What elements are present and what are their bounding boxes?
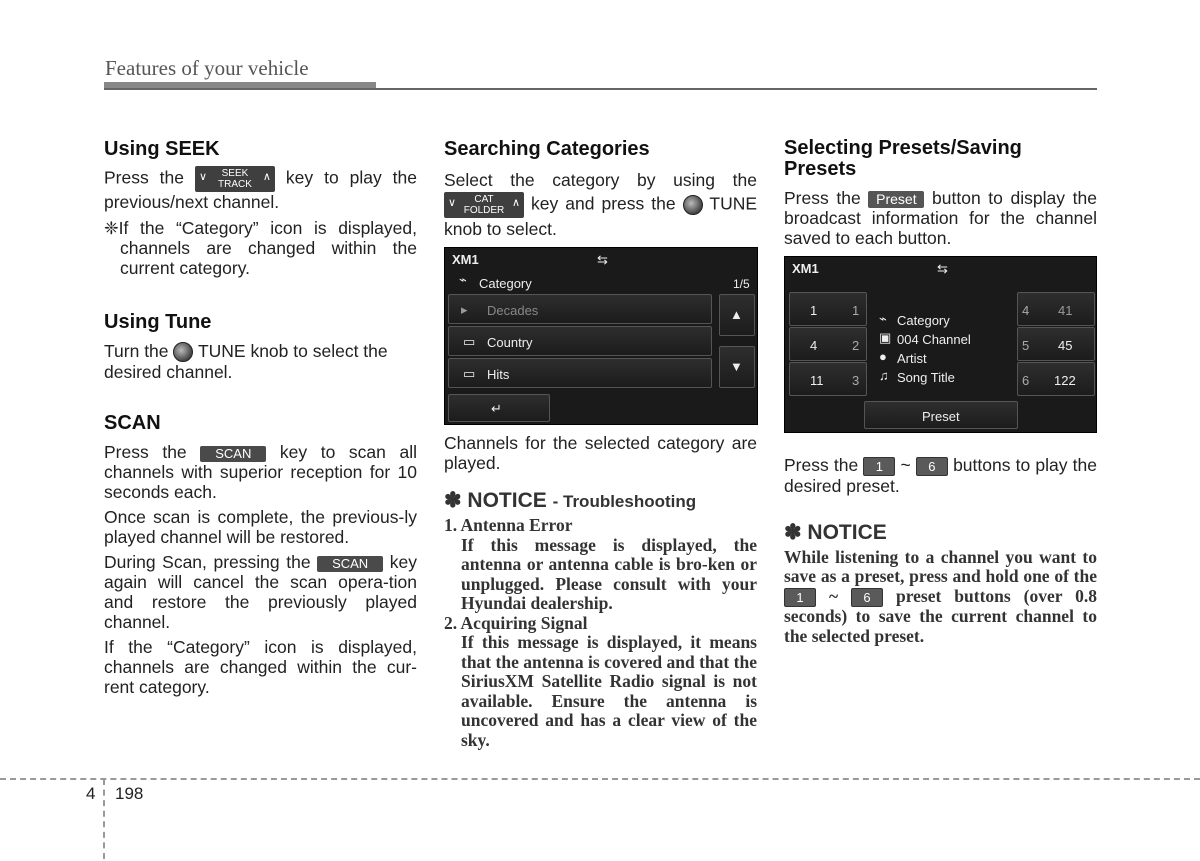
preset-number: 1 [852,303,860,318]
heading-searching-categories: Searching Categories [444,138,650,160]
footer-rule [0,778,1200,780]
cat-key-label: CAT [474,194,494,205]
scan-paragraph-4: If the “Category” icon is displayed, channels are changed within the cur-rent category. [104,637,417,698]
antenna-error-title: 1. Antenna Error [444,515,573,535]
category-screen [444,247,758,425]
preset-channel: 4 [810,338,818,353]
scan-text-post: key to scan all channels with superior reception for 10 seconds each. [104,442,417,503]
play-text-pre: Press the [784,455,859,475]
preset-key-1: 1 [784,588,816,607]
scan-key-2: SCAN [317,556,383,572]
folder-icon: ▭ [463,366,476,381]
play-text-post: buttons to play the desired preset. [784,455,1097,496]
tune-text-post: TUNE knob to select the desired channel. [104,341,388,383]
category-paragraph [444,169,757,241]
chevron-up-icon: ∧ [511,197,520,209]
preset-button-right-4[interactable] [1017,292,1095,326]
column-1 [104,138,417,697]
notice-text-pre: While listening to a channel you want to save as a preset, press and hold one of the [784,546,1097,587]
preset-button-right-6[interactable] [1017,362,1095,396]
info-artist: Artist [897,351,927,366]
triangle-up-icon: ▲ [730,307,743,322]
cat-text-mid: key and press the [531,193,676,214]
notice-text-post: preset buttons (over 0.8 seconds) to save the current channel to the selected preset. [784,585,1098,646]
heading-using-seek: Using SEEK [104,138,220,160]
preset-channel: 45 [1058,338,1073,353]
info-song-title: Song Title [897,370,955,385]
category-title: Category [479,276,532,291]
page-number: 198 [115,784,144,803]
preset-channel: 1 [810,303,818,318]
chevron-up-icon: ∧ [262,171,271,183]
seek-note: ❈If the “Category” icon is displayed, channels are changed within the current category. [104,218,417,278]
radio-icon: ▣ [879,330,892,345]
tilde: ~ [900,455,911,475]
scan-text-pre: Press the [104,442,187,463]
column-3 [784,138,1097,646]
footer-divider [103,779,105,859]
running-header: Features of your vehicle [105,56,309,80]
acquiring-signal-title: 2. Acquiring Signal [444,612,588,633]
scan-paragraph-1 [104,442,417,502]
preset-channel: 41 [1058,303,1073,318]
list-item-hits[interactable] [448,358,712,388]
cat-folder-key [444,192,524,218]
back-arrow-icon: ↵ [491,401,502,416]
tune-text-pre: Turn the [104,341,169,361]
music-note-icon: ♫ [879,368,889,383]
preset-button-left-2[interactable] [789,327,867,361]
preset-button-left-3[interactable] [789,362,867,396]
scan3-text-pre: During Scan, pressing the [104,552,311,573]
scan-key: SCAN [200,446,266,462]
preset-screen [784,256,1097,433]
preset-save-button[interactable] [864,401,1018,429]
chevron-down-icon: ∨ [198,171,208,183]
preset-text-pre: Press the [784,188,861,208]
chapter-number: 4 [86,784,96,803]
track-key-label: TRACK [218,179,252,190]
seek-key-label: SEEK [221,168,249,179]
seek-text-pre: Press the [104,167,184,188]
preset-key-6: 6 [851,588,883,607]
preset-paragraph [784,188,1097,248]
preset-channel: 11 [810,373,824,388]
satellite-icon: ⌁ [459,272,467,287]
scan3-text-post: key again will cancel the scan opera-tion and restore the previously played channel. [104,552,417,633]
folder-key-label: FOLDER [463,205,505,216]
info-category: Category [897,313,950,328]
notice-subtitle: - Troubleshooting [552,492,697,511]
preset-key-1: 1 [863,457,895,476]
seek-text-post: key to play the previous/next channel. [104,167,417,212]
preset-number: 6 [1022,373,1030,388]
list-item-country[interactable] [448,326,712,356]
triangle-down-icon: ▼ [730,359,743,374]
preset-text-post: button to display the broadcast information for the channel saved to each button. [784,188,1097,248]
category-caption: Channels for the selected category are played. [444,433,757,473]
header-rule-thin [104,88,1097,90]
preset-button-left-1[interactable] [789,292,867,326]
tune-knob-icon [683,195,703,215]
folder-icon: ▭ [463,334,476,349]
station-label: XM1 [452,252,479,267]
preset-button-right-5[interactable] [1017,327,1095,361]
preset-number: 3 [852,373,860,388]
satellite-icon: ⌁ [879,311,887,326]
preset-number: 5 [1022,338,1030,353]
list-item-label: Decades [487,303,539,318]
scroll-down-button[interactable] [719,346,755,388]
preset-key: Preset [868,191,924,208]
list-item-label: Hits [487,367,510,382]
list-item-decades[interactable] [448,294,712,324]
scroll-up-button[interactable] [719,294,755,336]
station-label: XM1 [792,261,819,276]
preset-channel: 122 [1054,373,1076,388]
heading-scan: SCAN [104,412,161,435]
preset-play-paragraph [784,455,1097,496]
tune-paragraph [104,341,417,382]
notice-presets-body [784,548,1097,646]
heading-presets: Selecting Presets/Saving Presets [784,137,1022,180]
usb-icon: ⇆ [937,261,948,276]
scan-paragraph-2: Once scan is complete, the previous-ly played channel will be restored. [104,507,417,548]
preset-number: 2 [852,338,860,353]
play-icon: ▸ [461,302,468,317]
tilde: ~ [828,585,839,606]
cat-text-pre: Select the category by using the [444,170,757,190]
chevron-down-icon: ∨ [448,197,457,209]
info-channel: 004 Channel [897,332,971,347]
preset-key-6: 6 [916,457,948,476]
antenna-error-body: If this message is displayed, the antenna or antenna cable is bro-ken or unplugged. Please consult with your Hyundai dealership. [461,534,757,613]
scan-paragraph-3 [104,552,417,632]
notice-presets: ✽ NOTICE [784,520,887,544]
preset-number: 4 [1022,303,1030,318]
notice-troubleshooting [444,489,757,514]
seek-track-key [195,166,275,192]
column-2 [444,138,757,750]
preset-button-label: Preset [922,409,960,424]
page-indicator: 1/5 [733,277,750,291]
seek-paragraph [104,166,417,212]
notice-body [444,516,757,750]
notice-title: ✽ NOTICE [444,489,547,512]
tune-knob-icon [173,342,193,362]
heading-using-tune: Using Tune [104,311,212,333]
acquiring-signal-body: If this message is displayed, it means that the antenna is covered and that the SiriusXM Satellite Radio signal is not available. Ensure the antenna is uncovered and has a clear view of the sky. [461,632,757,750]
cat-text-post: TUNE knob to select. [444,193,758,239]
list-item-label: Country [487,335,533,350]
person-icon: ● [879,349,887,364]
back-button[interactable] [448,394,550,422]
usb-icon: ⇆ [597,252,608,267]
